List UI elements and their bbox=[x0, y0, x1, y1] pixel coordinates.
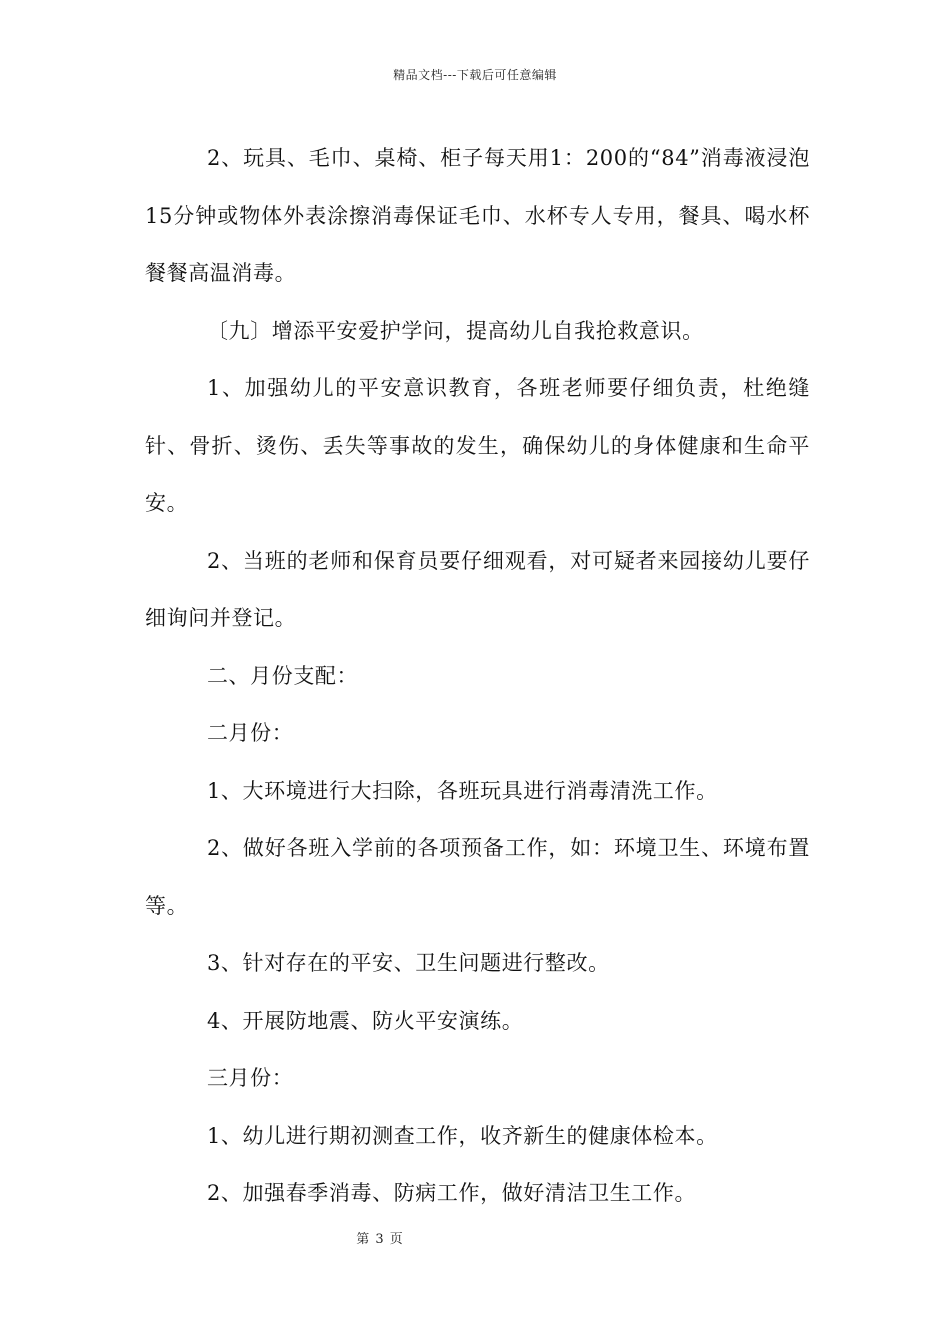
paragraph-safety-education: 1、加强幼儿的平安意识教育，各班老师要仔细负责，杜绝缝针、骨折、烫伤、丢失等事故的发生，确保幼儿的身体健康和生命平安。 bbox=[145, 376, 810, 515]
paragraph-february-item-3: 3、针对存在的平安、卫生问题进行整改。 bbox=[206, 951, 610, 975]
page-header: 精品文档---下载后可任意编辑 bbox=[393, 68, 557, 82]
paragraph-monthly-plan-heading: 二、月份支配： bbox=[206, 663, 359, 688]
paragraph-disinfection: 2、玩具、毛巾、桌椅、柜子每天用1：200的“84”消毒液浸泡15分钟或物体外表涂擦消毒保证毛巾、水杯专人专用，餐具、喝水杯餐餐高温消毒。 bbox=[145, 146, 810, 285]
paragraph-february-heading: 二月份： bbox=[206, 721, 294, 745]
paragraph-february-item-1: 1、大环境进行大扫除，各班玩具进行消毒清洗工作。 bbox=[206, 778, 718, 803]
paragraph-february-item-4: 4、开展防地震、防火平安演练。 bbox=[206, 1008, 524, 1033]
paragraph-section-nine: 〔九〕增添平安爱护学问，提高幼儿自我抢救意识。 bbox=[206, 318, 704, 343]
paragraph-march-item-2: 2、加强春季消毒、防病工作，做好清洁卫生工作。 bbox=[206, 1181, 697, 1205]
paragraph-february-item-2: 2、做好各班入学前的各项预备工作，如：环境卫生、环境布置等。 bbox=[145, 836, 810, 918]
paragraph-march-heading: 三月份： bbox=[206, 1066, 294, 1090]
document-body bbox=[145, 130, 810, 1223]
paragraph-march-item-1: 1、幼儿进行期初测查工作，收齐新生的健康体检本。 bbox=[206, 1123, 718, 1148]
paragraph-pickup-check: 2、当班的老师和保育员要仔细观看，对可疑者来园接幼儿要仔细询问并登记。 bbox=[145, 548, 810, 630]
page-number: 第 3 页 bbox=[356, 1232, 404, 1247]
